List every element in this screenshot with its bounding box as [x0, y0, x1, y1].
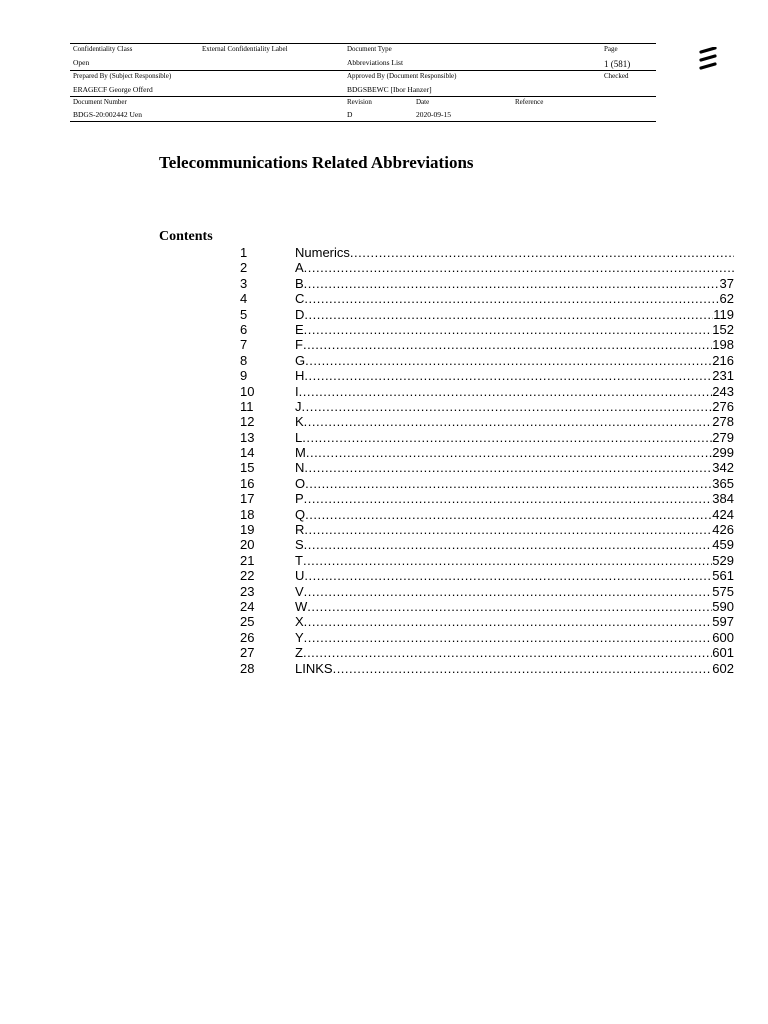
toc-dot-leader	[304, 491, 713, 506]
toc-dot-leader	[304, 460, 712, 475]
toc-entry-label: F	[295, 337, 303, 353]
toc-entry-number: 19	[240, 522, 255, 538]
toc-entry-label: LINKS	[295, 660, 333, 676]
toc-entry-number: 21	[240, 552, 255, 568]
toc-dot-leader	[304, 584, 713, 599]
toc-entry-label: S	[295, 537, 304, 553]
toc-entry-number: 14	[240, 445, 255, 461]
toc-entry-label: E	[295, 321, 304, 337]
toc-entry-page: 365	[712, 475, 734, 491]
date-value: 2020-09-15	[416, 110, 451, 119]
toc-entry-label: X	[295, 614, 304, 630]
toc-entry-page: 119	[713, 306, 734, 322]
toc-dot-leader	[350, 245, 734, 260]
toc-entry-label: Z	[295, 645, 303, 661]
toc-entry-page: 279	[712, 429, 734, 445]
approved-by-label: Approved By (Document Responsible)	[347, 72, 457, 80]
toc-dot-leader	[299, 384, 713, 399]
toc-dot-leader	[304, 614, 713, 629]
toc-dot-leader	[306, 445, 712, 460]
header-rule-3	[70, 96, 656, 97]
toc-entry[interactable]	[240, 291, 734, 306]
toc-entry-page: 601	[712, 645, 734, 661]
toc-entry[interactable]	[240, 553, 734, 568]
toc-entry-page: 597	[712, 614, 734, 630]
toc-entry-page: 37	[719, 275, 734, 291]
toc-entry[interactable]	[240, 245, 734, 260]
toc-entry[interactable]	[240, 399, 734, 414]
toc-entry[interactable]	[240, 645, 734, 660]
toc-entry-label: I	[295, 383, 299, 399]
toc-dot-leader	[302, 430, 712, 445]
toc-dot-leader	[305, 507, 712, 522]
toc-entry[interactable]	[240, 522, 734, 537]
contents-heading: Contents	[159, 229, 213, 244]
toc-entry[interactable]	[240, 614, 734, 629]
toc-dot-leader	[304, 322, 713, 337]
toc-entry-number: 15	[240, 460, 255, 476]
toc-dot-leader	[307, 599, 712, 614]
toc-entry-label: G	[295, 352, 306, 368]
toc-entry-number: 24	[240, 598, 255, 614]
external-label-label: External Confidentiality Label	[202, 45, 288, 53]
toc-entry-page: 561	[712, 568, 734, 584]
toc-entry-page: 216	[712, 352, 734, 368]
toc-dot-leader	[302, 399, 713, 414]
toc-entry-label: T	[295, 552, 303, 568]
toc-entry-number: 10	[240, 383, 255, 399]
toc-entry[interactable]	[240, 430, 734, 445]
toc-entry-page: 243	[712, 383, 734, 399]
toc-entry-page: 459	[712, 537, 734, 553]
toc-entry-page: 299	[712, 445, 734, 461]
toc-entry[interactable]	[240, 568, 734, 583]
document-number-label: Document Number	[73, 98, 127, 106]
toc-dot-leader	[303, 645, 712, 660]
toc-entry[interactable]	[240, 260, 734, 275]
toc-entry-label: M	[295, 445, 306, 461]
toc-dot-leader	[304, 291, 719, 306]
toc-entry[interactable]	[240, 630, 734, 645]
toc-dot-leader	[333, 661, 713, 676]
revision-value: D	[347, 110, 353, 119]
toc-entry-number: 20	[240, 537, 255, 553]
toc-entry-number: 2	[240, 260, 248, 276]
toc-entry-label: Q	[295, 506, 306, 522]
toc-entry-label: P	[295, 491, 304, 507]
toc-entry-page: 198	[712, 337, 734, 353]
toc-entry[interactable]	[240, 507, 734, 522]
toc-entry-label: C	[295, 291, 305, 307]
toc-entry-number: 22	[240, 568, 255, 584]
toc-dot-leader	[304, 260, 734, 275]
toc-entry-page: 590	[712, 598, 734, 614]
toc-entry-page: 62	[719, 291, 734, 307]
toc-entry[interactable]	[240, 414, 734, 429]
toc-entry-label: Numerics	[295, 245, 350, 260]
table-of-contents	[240, 245, 734, 676]
toc-entry-label: D	[295, 306, 305, 322]
toc-entry[interactable]	[240, 337, 734, 352]
toc-entry[interactable]	[240, 599, 734, 614]
toc-entry[interactable]	[240, 661, 734, 676]
prepared-by-value: ERAGECF George Offerd	[73, 85, 153, 94]
page-label: Page	[604, 45, 618, 53]
toc-entry[interactable]	[240, 384, 734, 399]
toc-dot-leader	[304, 368, 712, 383]
toc-entry-number: 13	[240, 429, 255, 445]
toc-entry-number: 17	[240, 491, 255, 507]
toc-entry[interactable]	[240, 460, 734, 475]
page-value: 1 (581)	[604, 59, 631, 69]
toc-entry-label: W	[295, 598, 308, 614]
toc-entry-page: 424	[712, 506, 734, 522]
toc-entry-label: H	[295, 368, 305, 384]
toc-entry-label: L	[295, 429, 303, 445]
toc-entry-number: 4	[240, 291, 248, 307]
toc-entry-page: 529	[712, 552, 734, 568]
toc-entry[interactable]	[240, 353, 734, 368]
toc-entry[interactable]	[240, 445, 734, 460]
toc-entry-number: 9	[240, 368, 248, 384]
toc-entry-number: 28	[240, 660, 255, 676]
toc-entry-label: Y	[295, 629, 304, 645]
toc-dot-leader	[304, 568, 712, 583]
toc-entry-page: 276	[712, 398, 734, 414]
toc-entry[interactable]	[240, 368, 734, 383]
document-type-label: Document Type	[347, 45, 392, 53]
revision-label: Revision	[347, 98, 372, 106]
toc-entry-number: 6	[240, 321, 248, 337]
reference-label: Reference	[515, 98, 544, 106]
header-rule-bottom	[70, 121, 656, 122]
toc-entry-number: 16	[240, 475, 255, 491]
confidentiality-class-value: Open	[73, 58, 90, 67]
toc-entry-number: 27	[240, 645, 255, 661]
date-label: Date	[416, 98, 430, 106]
toc-entry-number: 7	[240, 337, 248, 353]
toc-entry-page: 600	[712, 629, 734, 645]
toc-entry-number: 25	[240, 614, 255, 630]
toc-entry[interactable]	[240, 476, 734, 491]
toc-entry-number: 18	[240, 506, 255, 522]
toc-entry-page: 575	[712, 583, 734, 599]
toc-entry-number: 12	[240, 414, 255, 430]
prepared-by-label: Prepared By (Subject Responsible)	[73, 72, 172, 80]
toc-entry-page: 278	[712, 414, 734, 430]
toc-entry-number: 23	[240, 583, 255, 599]
header-rule-top	[70, 43, 656, 44]
toc-dot-leader	[303, 553, 712, 568]
toc-dot-leader	[304, 276, 720, 291]
toc-entry-label: O	[295, 475, 306, 491]
toc-entry-number: 8	[240, 352, 248, 368]
toc-dot-leader	[304, 630, 713, 645]
toc-entry-label: N	[295, 460, 305, 476]
toc-dot-leader	[305, 353, 712, 368]
approved-by-value: BDGSBEWC [Ibor Hanzer]	[347, 85, 432, 94]
toc-entry[interactable]	[240, 307, 734, 322]
toc-entry-label: U	[295, 568, 305, 584]
toc-entry[interactable]	[240, 584, 734, 599]
toc-entry[interactable]	[240, 322, 734, 337]
toc-entry-page: 384	[712, 491, 734, 507]
toc-entry-label: K	[295, 414, 304, 430]
toc-entry[interactable]	[240, 276, 734, 291]
document-number-value: BDGS-20:002442 Uen	[73, 110, 142, 119]
toc-entry-page: 152	[712, 321, 734, 337]
header-rule-2	[70, 70, 656, 71]
toc-entry-number: 11	[240, 398, 254, 414]
toc-dot-leader	[303, 337, 712, 352]
company-logo-icon	[697, 47, 719, 73]
toc-entry-number: 5	[240, 306, 248, 322]
toc-dot-leader	[304, 414, 713, 429]
toc-entry-number: 26	[240, 629, 255, 645]
checked-label: Checked	[604, 72, 629, 80]
toc-entry-page: 426	[712, 522, 734, 538]
toc-entry-number: 3	[240, 275, 248, 291]
toc-entry-label: J	[295, 398, 302, 414]
toc-entry-label: R	[295, 522, 305, 538]
toc-dot-leader	[304, 537, 713, 552]
document-type-value: Abbreviations List	[347, 58, 404, 67]
toc-entry[interactable]	[240, 537, 734, 552]
toc-entry-label: B	[295, 275, 304, 291]
toc-entry-label: V	[295, 583, 304, 599]
toc-dot-leader	[305, 476, 712, 491]
toc-entry-label: A	[295, 260, 304, 276]
toc-entry[interactable]	[240, 491, 734, 506]
toc-entry-page: 602	[712, 660, 734, 676]
toc-dot-leader	[304, 307, 713, 322]
toc-entry-page: 231	[712, 368, 734, 384]
toc-entry-number: 1	[240, 245, 248, 260]
toc-entry-page: 342	[712, 460, 734, 476]
document-title: Telecommunications Related Abbreviations	[159, 153, 474, 172]
confidentiality-class-label: Confidentiality Class	[73, 45, 133, 53]
toc-dot-leader	[304, 522, 712, 537]
